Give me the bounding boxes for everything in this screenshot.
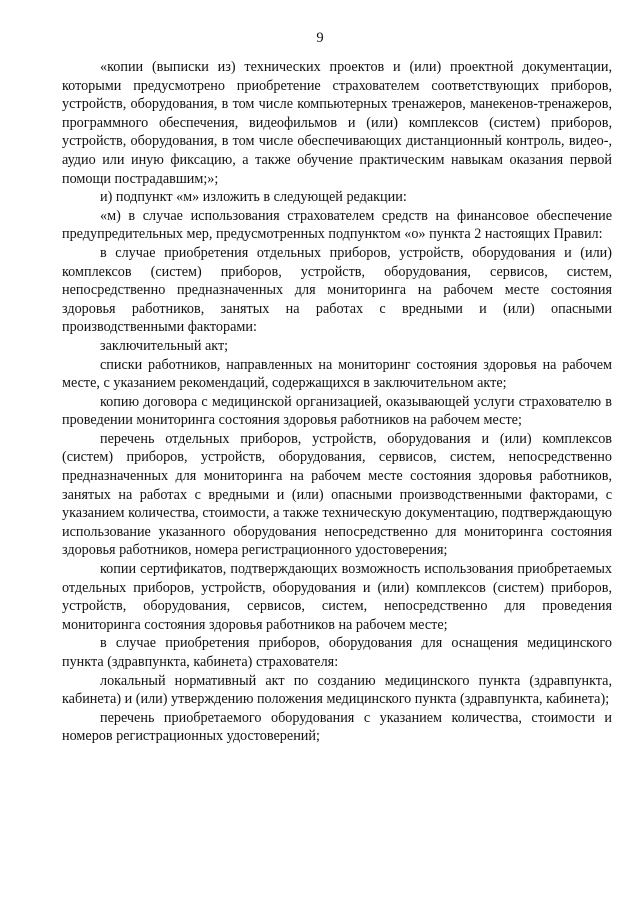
paragraph: локальный нормативный акт по созданию медицинского пункта (здравпункта, кабинета) и (или) утверждению положения медицинского пункта (здравпункта, кабинета); — [62, 672, 612, 708]
paragraph: в случае приобретения приборов, оборудования для оснащения медицинского пункта (здравпункта, кабинета) страхователя: — [62, 635, 612, 670]
paragraph: в случае приобретения отдельных приборов, устройств, оборудования и (или) комплексов (систем) приборов, устройств, оборудования, сервисов, систем, непосредственно предназначенных для мониторинга на рабочем месте состояния здоровья работников, занятых на работах с вредными и (или) опасными производственными факторами: — [62, 244, 612, 336]
paragraph: копию договора с медицинской организацией, оказывающей услуги страхователю в проведении мониторинга состояния здоровья работников на рабочем месте; — [62, 393, 612, 429]
paragraph: «м) в случае использования страхователем средств на финансовое обеспечение предупредительных мер, предусмотренных подпунктом «о» пункта 2 настоящих Правил: — [62, 207, 612, 243]
document-body — [62, 58, 612, 746]
paragraph: и) подпункт «м» изложить в следующей редакции: — [100, 189, 407, 206]
paragraph: перечень отдельных приборов, устройств, оборудования и (или) комплексов (систем) приборов, устройств, оборудования, сервисов, систем, непосредственно предназначенных для мониторинга на рабочем месте состояния здоровья работников, занятых на работах с вредными и (или) опасными производственными факторами, с указанием количества, стоимости, а также техническую документацию, подтверждающую использование указанного оборудования непосредственно для мониторинга состояния здоровья работников, номера регистрационного удостоверения; — [62, 430, 612, 559]
paragraph: «копии (выписки из) технических проектов и (или) проектной документации, которыми предусмотрено приобретение страхователем соответствующих приборов, устройств, оборудования, в том числе компьютерных тренажеров, манекенов-тренажеров, программного обеспечения, видеофильмов и (или) комплексов (систем) приборов, устройств, оборудования, в том числе обеспечивающих дистанционный контроль, видео-, аудио или иную фиксацию, а также обучение практическим навыкам оказания первой помощи пострадавшим;»; — [62, 59, 612, 187]
paragraph: копии сертификатов, подтверждающих возможность использования приобретаемых отдельных приборов, устройств, оборудования и (или) комплексов (систем) приборов, устройств, оборудования, сервисов, систем, непосредственно для проведения мониторинга состояния здоровья работников на рабочем месте; — [62, 561, 612, 633]
paragraph: списки работников, направленных на мониторинг состояния здоровья на рабочем месте, с указанием рекомендаций, содержащихся в заключительном акте; — [62, 356, 612, 392]
page-number: 9 — [316, 30, 324, 46]
paragraph: заключительный акт; — [100, 337, 229, 354]
paragraph: перечень приобретаемого оборудования с указанием количества, стоимости и номеров регистрационных удостоверений; — [62, 709, 612, 745]
